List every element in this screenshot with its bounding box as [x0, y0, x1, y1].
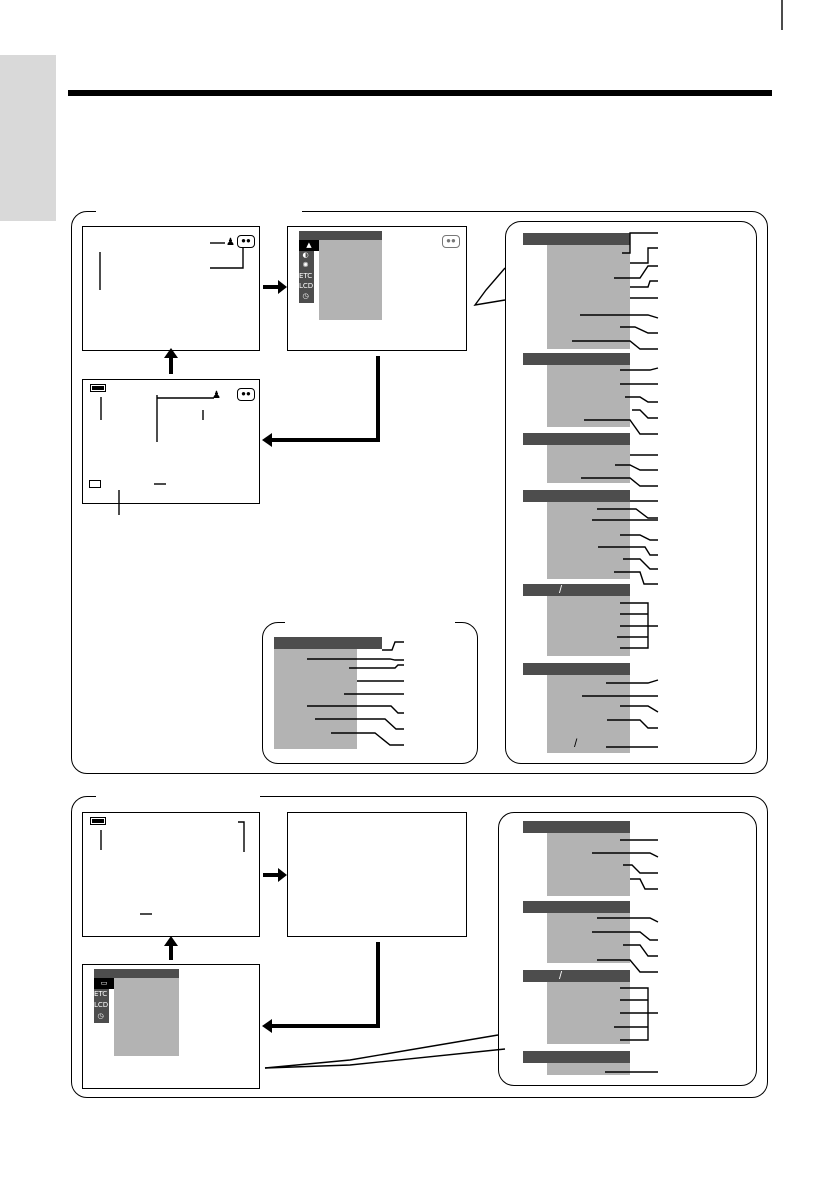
person-icon: ♟ [226, 237, 235, 248]
gear-icon[interactable]: ✺ [302, 261, 309, 269]
clock-icon[interactable]: ◷ [302, 292, 309, 300]
etc-icon[interactable]: ETC [94, 990, 108, 998]
tape-cassette-icon: ●● [237, 388, 255, 401]
tape-cassette-icon: ●● [237, 235, 255, 248]
person-icon: ♟ [212, 390, 221, 401]
tape-cassette-icon: ●● [442, 235, 460, 248]
camera-icon[interactable]: ▲ [299, 240, 319, 251]
pb-section-3-title: / [523, 970, 630, 982]
menu-row-slash: / [574, 736, 578, 750]
playback-icon[interactable]: ▭ [94, 978, 114, 989]
clock-icon[interactable]: ◷ [97, 1012, 104, 1020]
menu-section-5-title: / [523, 584, 630, 596]
lcd-icon[interactable]: LCD [94, 1001, 109, 1009]
etc-icon[interactable]: ETC [299, 272, 313, 280]
camera-settings-icon[interactable]: ◐ [302, 251, 309, 259]
lcd-icon[interactable]: LCD [299, 282, 314, 290]
